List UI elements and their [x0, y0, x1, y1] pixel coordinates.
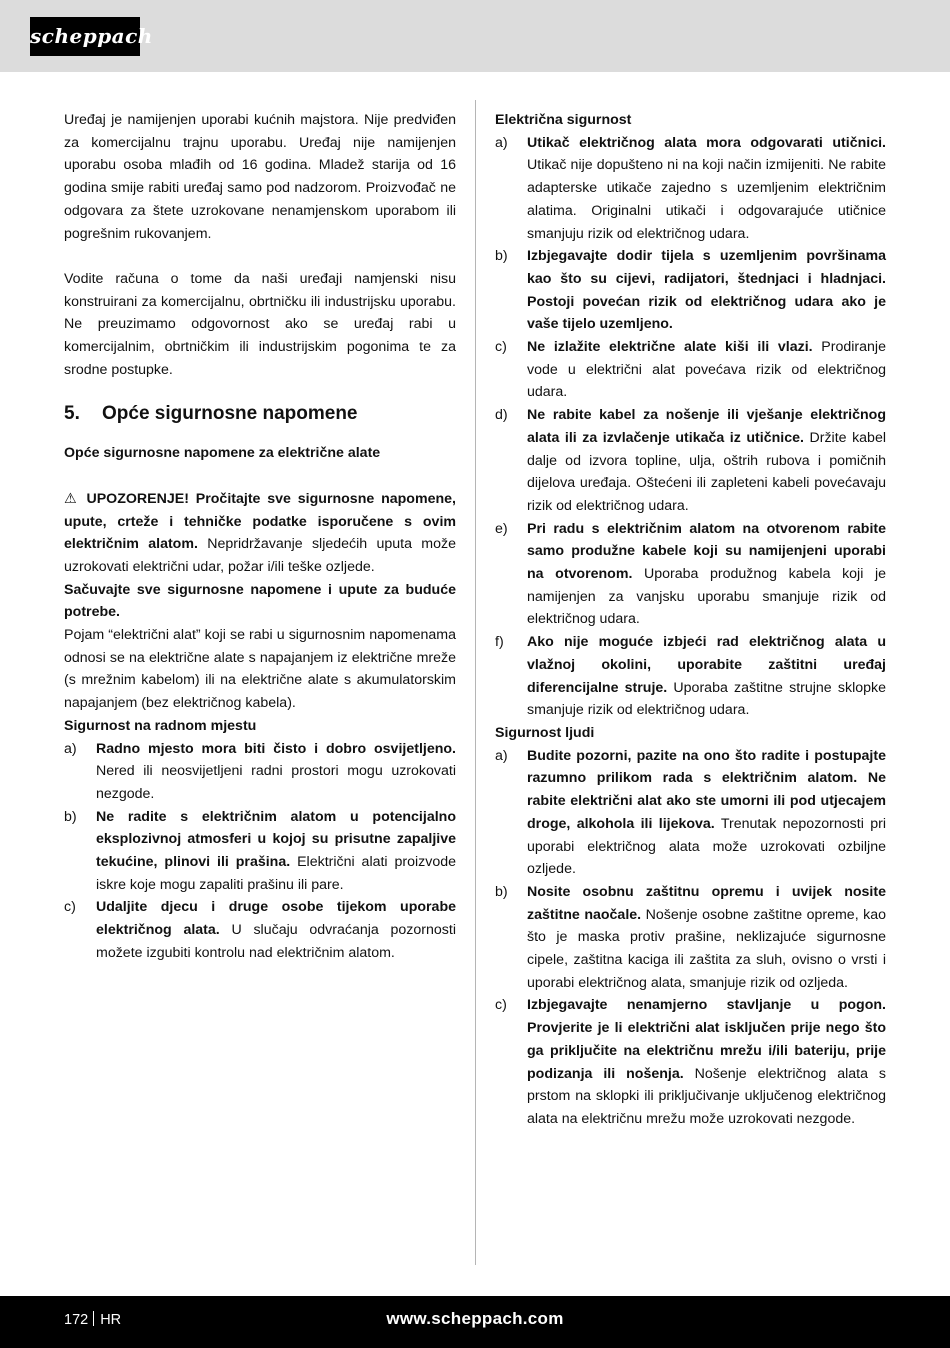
website-link[interactable]: www.scheppach.com: [386, 1309, 564, 1328]
item-text: U slučaju odvraćanja pozornosti možete izgubiti kontrolu nad električnim alatom.: [96, 922, 456, 961]
item-bold-text: Radno mjesto mora biti čisto i dobro osvijetljeno.: [96, 740, 456, 757]
list-item: [495, 132, 886, 246]
item-bold-text: Ne izlažite električne alate kiši ili vlazi.: [527, 339, 813, 356]
personal-safety-title: Sigurnost ljudi: [495, 724, 595, 741]
list-item: [64, 738, 456, 806]
footer-bar: [0, 1296, 950, 1348]
item-marker: b): [64, 808, 77, 825]
item-marker: c): [495, 339, 507, 356]
item-bold-text: Nosite osobnu zaštitnu opremu i uvijek nosite zaštitne naočale.: [527, 883, 886, 923]
item-marker: c): [495, 997, 507, 1014]
warning-icon: ⚠: [64, 490, 80, 507]
workplace-safety-list: [64, 738, 456, 965]
workplace-safety-title: Sigurnost na radnom mjestu: [64, 717, 257, 734]
item-text: Uporaba zaštitne strujne sklopke smanjuje rizik od električnog udara.: [527, 679, 886, 719]
item-bold-text: Izbjegavajte nenamjerno stavljanje u pogon. Provjerite je li električni alat isključen prije nego što ga priključite na električnu mrežu i/ili bateriju, prije podizanja ili nošenja.: [527, 997, 886, 1082]
list-item: [495, 404, 886, 518]
list-item: [495, 518, 886, 632]
warning-paragraph: [64, 488, 456, 579]
list-item: [495, 881, 886, 995]
electrical-safety-list: [495, 132, 886, 722]
list-item: [495, 336, 886, 404]
right-column: [495, 109, 886, 1131]
section-number: 5.: [64, 403, 80, 425]
personal-safety-list: [495, 745, 886, 1131]
item-marker: a): [64, 740, 77, 757]
item-marker: b): [495, 248, 508, 265]
item-text: Držite kabel dalje od izvora topline, ulja, oštrih rubova i pomičnih dijelova uređaja. Oštećeni ili zapleteni kabeli povećavaju rizik od električnog udara.: [527, 429, 886, 514]
list-item: [64, 896, 456, 964]
item-text: Električni alati proizvode iskre koje mogu zapaliti prašinu ili pare.: [96, 854, 457, 893]
item-bold-text: Ne radite s električnim alatom u potencijalno eksplozivnoj atmosferi u kojoj su prisutne zapaljive tekućine, plinovi ili prašina.: [96, 808, 456, 871]
item-marker: e): [495, 520, 508, 537]
item-text: Trenutak nepozornosti pri uporabi električnog alata može uzrokovati ozbiljne ozljede.: [527, 815, 886, 878]
item-bold-text: Ne rabite kabel za nošenje ili vješanje električnog alata ili za izvlačenje utikača iz utičnice.: [527, 407, 886, 446]
page-number: 172: [64, 1312, 89, 1328]
item-text: Nošenje električnog alata s prstom na sklopki ili priključivanje uključenog električnog alata na električnu mrežu može uzrokovati nezgode.: [527, 1065, 887, 1127]
item-marker: a): [495, 747, 508, 764]
commercial-use-paragraph: Vodite računa o tome da naši uređaji namjenski nisu konstruirani za komercijalnu, obrtničku ili industrijsku uporabu. Ne preuzimamo odgovornost ako se uređaj rabi u komercijalnim, obrtničkim ili industrijskim pogonima te za srodne postupke.: [64, 270, 456, 378]
scheppach-logo: scheppach: [30, 17, 140, 56]
left-column: [64, 109, 456, 965]
item-bold-text: Udaljite djecu i druge osobe tijekom uporabe električnog alata.: [96, 899, 456, 939]
item-text: Prodiranje vode u električni alat povećava rizik od električnog udara.: [527, 339, 886, 401]
item-marker: b): [495, 883, 508, 900]
item-text: Nošenje osobne zaštitne opreme, kao što je maska protiv prašine, neklizajuće sigurnosne cipele, zaštitna kaciga ili zaštita za sluh, ovisno o vrsti i uporabi električnog alata, smanjuje rizik od ozljeda.: [527, 906, 887, 991]
item-marker: c): [64, 899, 76, 916]
section-heading: [64, 402, 456, 426]
subsection-title: Opće sigurnosne napomene za električne alate: [64, 445, 381, 462]
header-bar: [0, 0, 950, 72]
item-bold-text: Pri radu s električnim alatom na otvorenom rabite samo produžne kabele koji su namijenjeni uporabi na otvorenom.: [527, 520, 886, 583]
item-text: Nered ili neosvijetljeni radni prostori mogu uzrokovati nezgode.: [96, 763, 456, 802]
item-marker: a): [495, 134, 508, 151]
electrical-safety-title: Električna sigurnost: [495, 112, 632, 128]
column-divider: [475, 100, 476, 1265]
list-item: [495, 245, 886, 336]
item-bold-text: Budite pozorni, pazite na ono što radite i postupajte razumno prilikom rada s električnim alatom. Ne rabite električni alat ako ste umorni ili pod utjecajem droge, alkohola ili lijekova.: [527, 747, 886, 832]
intended-use-paragraph: Uređaj je namijenjen uporabi kućnih majstora. Nije predviđen za komercijalnu trajnu uporabu. Uređaj nije namijenjen uporabu osoba mlađih od 16 godina. Mladež starija od 16 godina smije rabiti uređaj samo pod nadzorom. Proizvođač ne odgovara za štete uzrokovane nenamjenskom uporabom ili pogrešnim rukovanjem.: [64, 112, 456, 242]
item-bold-text: Ako nije moguće izbjeći rad električnog alata u vlažnoj okolini, uporabite zaštitni uređaj diferencijalne struje.: [527, 634, 886, 696]
list-item: [495, 994, 886, 1130]
list-item: [495, 745, 886, 881]
list-item: [495, 631, 886, 722]
item-text: Utikač nije dopušteno ni na koji način izmijeniti. Ne rabite adapterske utikače zajedno s uzemljenim električnim alatima. Originalni utikači i odgovarajuće utičnice smanjuju rizik od električnog udara.: [527, 157, 886, 242]
item-bold-text: Utikač električnog alata mora odgovarati utičnici.: [527, 134, 886, 151]
item-bold-text: Izbjegavajte dodir tijela s uzemljenim površinama kao što su cijevi, radijatori, štednjaci i hladnjaci. Postoji povećan rizik od električnog udara ako je vaše tijelo uzemljeno.: [527, 248, 886, 333]
item-marker: f): [495, 634, 504, 651]
warning-text: Nepridržavanje sljedećih uputa može uzrokovati električni udar, požar i/ili teške ozljede.: [64, 536, 456, 575]
section-title: Opće sigurnosne napomene: [102, 403, 358, 425]
term-definition-paragraph: Pojam “električni alat” koji se rabi u sigurnosnim napomenama odnosi se na električne alate s napajanjem iz električne mreže (s mrežnim kabelom) ili na električne alate s akumulatorskim napajanjem (bez električnog kabela).: [64, 627, 456, 712]
language-code: HR: [100, 1312, 122, 1328]
item-marker: d): [495, 407, 508, 424]
keep-instructions-text: Sačuvajte sve sigurnosne napomene i upute za buduće potrebe.: [64, 581, 456, 621]
item-text: Uporaba produžnog kabela koji je namijenjen za vanjsku uporabu smanjuje rizik od električnog udara.: [527, 566, 886, 628]
warning-bold-text: UPOZORENJE! Pročitajte sve sigurnosne napomene, upute, crteže i tehničke podatke isporučene s ovim električnim alatom.: [64, 490, 456, 553]
list-item: [64, 806, 456, 897]
